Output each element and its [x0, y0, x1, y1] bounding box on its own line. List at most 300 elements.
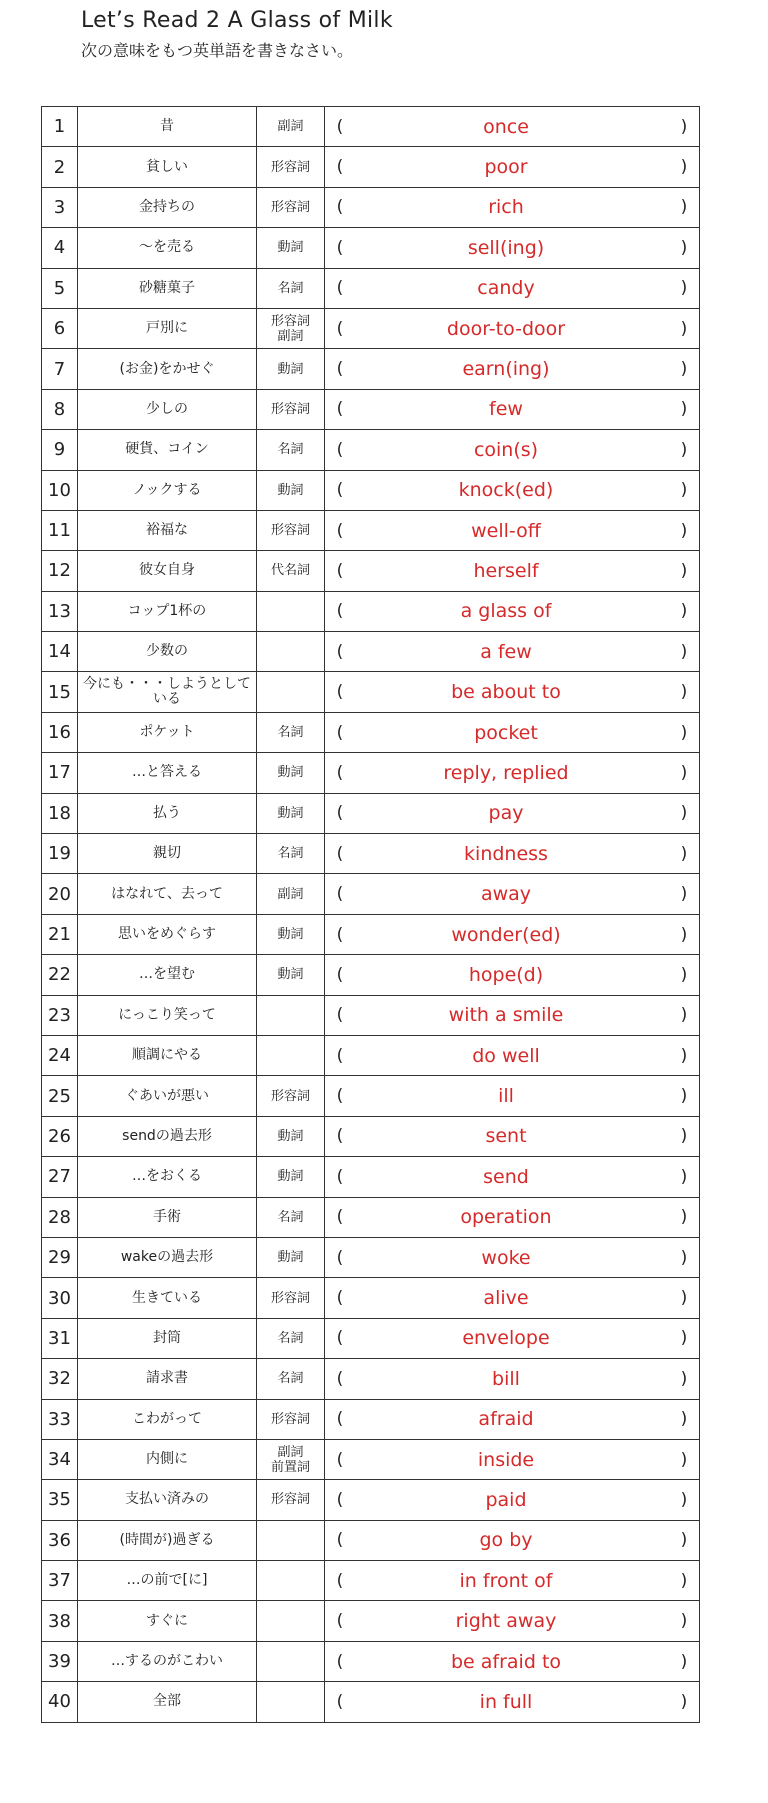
part-of-speech: 名詞: [257, 1318, 325, 1358]
row-number: 5: [42, 268, 78, 308]
open-paren: (: [336, 1207, 344, 1228]
english-answer: away: [480, 883, 532, 906]
close-paren: ): [680, 1126, 688, 1147]
table-row: [42, 1439, 700, 1479]
row-number: 28: [42, 1197, 78, 1237]
english-answer: knock(ed): [458, 479, 554, 502]
table-row: [42, 793, 700, 833]
answer-cell: [325, 632, 700, 672]
close-paren: ): [680, 601, 688, 622]
row-number: 24: [42, 1035, 78, 1075]
english-answer: operation: [460, 1206, 552, 1229]
table-row: [42, 914, 700, 954]
table-row: [42, 1197, 700, 1237]
japanese-meaning: 砂糖菓子: [78, 268, 257, 308]
answer-wrapper: [325, 188, 699, 227]
part-of-speech: 形容詞: [257, 510, 325, 550]
answer-wrapper: [325, 390, 699, 429]
table-row: [42, 632, 700, 672]
open-paren: (: [336, 803, 344, 824]
row-number: 11: [42, 510, 78, 550]
japanese-meaning: 生きている: [78, 1278, 257, 1318]
answer-cell: [325, 1480, 700, 1520]
open-paren: (: [336, 1166, 344, 1187]
part-of-speech: 形容詞: [257, 1076, 325, 1116]
table-row: [42, 147, 700, 187]
answer-cell: [325, 430, 700, 470]
english-answer: paid: [485, 1488, 527, 1511]
part-of-speech: [257, 995, 325, 1035]
close-paren: ): [680, 1611, 688, 1632]
answer-wrapper: [325, 349, 699, 388]
close-paren: ): [680, 116, 688, 137]
answer-wrapper: [325, 147, 699, 186]
table-row: [42, 1399, 700, 1439]
answer-wrapper: [325, 107, 699, 146]
japanese-meaning: 少数の: [78, 632, 257, 672]
page-title: Let’s Read 2 A Glass of Milk: [81, 8, 393, 33]
part-of-speech: [257, 1035, 325, 1075]
close-paren: ): [680, 1368, 688, 1389]
answer-cell: [325, 955, 700, 995]
answer-cell: [325, 753, 700, 793]
close-paren: ): [680, 1328, 688, 1349]
answer-cell: [325, 308, 700, 348]
part-of-speech: [257, 1641, 325, 1681]
japanese-meaning: 彼女自身: [78, 551, 257, 591]
open-paren: (: [336, 641, 344, 662]
close-paren: ): [680, 641, 688, 662]
english-answer: pay: [488, 802, 524, 825]
close-paren: ): [680, 1489, 688, 1510]
japanese-meaning: …の前で[に]: [78, 1561, 257, 1601]
english-answer: pocket: [474, 721, 538, 744]
english-answer: ill: [498, 1085, 514, 1108]
part-of-speech: 形容詞: [257, 389, 325, 429]
table-row: [42, 1601, 700, 1641]
answer-wrapper: [325, 511, 699, 550]
part-of-speech: 形容詞: [257, 1399, 325, 1439]
part-of-speech: 副詞: [257, 107, 325, 147]
answer-wrapper: [325, 915, 699, 954]
answer-cell: [325, 591, 700, 631]
japanese-meaning: 貧しい: [78, 147, 257, 187]
answer-cell: [325, 1157, 700, 1197]
part-of-speech: 動詞: [257, 349, 325, 389]
open-paren: (: [336, 157, 344, 178]
close-paren: ): [680, 439, 688, 460]
worksheet-header: [81, 6, 393, 62]
answer-cell: [325, 1399, 700, 1439]
row-number: 21: [42, 914, 78, 954]
table-row: [42, 430, 700, 470]
answer-cell: [325, 1439, 700, 1479]
open-paren: (: [336, 964, 344, 985]
answer-wrapper: [325, 834, 699, 873]
answer-wrapper: [325, 1036, 699, 1075]
table-row: [42, 753, 700, 793]
table-row: [42, 1076, 700, 1116]
row-number: 25: [42, 1076, 78, 1116]
row-number: 27: [42, 1157, 78, 1197]
japanese-meaning: 親切: [78, 834, 257, 874]
japanese-meaning: 内側に: [78, 1439, 257, 1479]
part-of-speech: 動詞: [257, 1237, 325, 1277]
answer-cell: [325, 1641, 700, 1681]
table-row: [42, 1035, 700, 1075]
answer-cell: [325, 1278, 700, 1318]
answer-wrapper: [325, 471, 699, 510]
table-row: [42, 510, 700, 550]
japanese-meaning: 裕福な: [78, 510, 257, 550]
answer-cell: [325, 510, 700, 550]
row-number: 14: [42, 632, 78, 672]
close-paren: ): [680, 560, 688, 581]
answer-wrapper: [325, 1076, 699, 1115]
close-paren: ): [680, 843, 688, 864]
table-row: [42, 1480, 700, 1520]
english-answer: poor: [484, 156, 528, 179]
english-answer: right away: [455, 1610, 557, 1633]
row-number: 3: [42, 187, 78, 227]
english-answer: do well: [472, 1044, 540, 1067]
english-answer: inside: [477, 1448, 535, 1471]
close-paren: ): [680, 924, 688, 945]
answer-cell: [325, 1318, 700, 1358]
row-number: 29: [42, 1237, 78, 1277]
english-answer: well-off: [471, 519, 541, 542]
english-answer: once: [483, 115, 529, 138]
close-paren: ): [680, 1045, 688, 1066]
answer-cell: [325, 1601, 700, 1641]
answer-cell: [325, 1359, 700, 1399]
part-of-speech: [257, 1601, 325, 1641]
row-number: 13: [42, 591, 78, 631]
table-row: [42, 1520, 700, 1560]
open-paren: (: [336, 318, 344, 339]
row-number: 23: [42, 995, 78, 1035]
answer-wrapper: [325, 1561, 699, 1600]
answer-cell: [325, 107, 700, 147]
page-instructions: 次の意味をもつ英単語を書きなさい。: [81, 41, 354, 60]
japanese-meaning: 思いをめぐらす: [78, 914, 257, 954]
answer-wrapper: [325, 1278, 699, 1317]
row-number: 16: [42, 712, 78, 752]
english-answer: herself: [473, 559, 539, 582]
answer-wrapper: [325, 1521, 699, 1560]
close-paren: ): [680, 1247, 688, 1268]
english-answer: earn(ing): [462, 358, 550, 381]
answer-cell: [325, 1116, 700, 1156]
row-number: 38: [42, 1601, 78, 1641]
table-row: [42, 107, 700, 147]
answer-wrapper: [325, 1682, 699, 1721]
table-row: [42, 1359, 700, 1399]
row-number: 20: [42, 874, 78, 914]
japanese-meaning: こわがって: [78, 1399, 257, 1439]
answer-wrapper: [325, 1400, 699, 1439]
english-answer: in full: [479, 1690, 533, 1713]
close-paren: ): [680, 520, 688, 541]
close-paren: ): [680, 278, 688, 299]
answer-cell: [325, 389, 700, 429]
open-paren: (: [336, 1449, 344, 1470]
open-paren: (: [336, 560, 344, 581]
japanese-meaning: 金持ちの: [78, 187, 257, 227]
answer-wrapper: [325, 955, 699, 994]
close-paren: ): [680, 1530, 688, 1551]
close-paren: ): [680, 1570, 688, 1591]
english-answer: few: [489, 398, 523, 421]
answer-cell: [325, 1197, 700, 1237]
open-paren: (: [336, 1691, 344, 1712]
english-answer: hope(d): [468, 963, 544, 986]
row-number: 10: [42, 470, 78, 510]
open-paren: (: [336, 924, 344, 945]
table-row: [42, 1561, 700, 1601]
english-answer: be about to: [451, 681, 561, 704]
close-paren: ): [680, 1166, 688, 1187]
row-number: 18: [42, 793, 78, 833]
row-number: 31: [42, 1318, 78, 1358]
part-of-speech: 副詞: [257, 874, 325, 914]
close-paren: ): [680, 964, 688, 985]
row-number: 9: [42, 430, 78, 470]
open-paren: (: [336, 116, 344, 137]
open-paren: (: [336, 197, 344, 218]
answer-cell: [325, 672, 700, 712]
part-of-speech: 名詞: [257, 1197, 325, 1237]
part-of-speech: 動詞: [257, 914, 325, 954]
close-paren: ): [680, 359, 688, 380]
english-answer: with a smile: [448, 1004, 564, 1027]
japanese-meaning: 硬貨、コイン: [78, 430, 257, 470]
japanese-meaning: 払う: [78, 793, 257, 833]
open-paren: (: [336, 722, 344, 743]
part-of-speech: [257, 591, 325, 631]
part-of-speech: 名詞: [257, 430, 325, 470]
japanese-meaning: …するのがこわい: [78, 1641, 257, 1681]
english-answer: bill: [492, 1367, 520, 1390]
close-paren: ): [680, 1449, 688, 1470]
answer-cell: [325, 228, 700, 268]
answer-wrapper: [325, 1440, 699, 1479]
japanese-meaning: 手術: [78, 1197, 257, 1237]
japanese-meaning: 請求書: [78, 1359, 257, 1399]
table-row: [42, 834, 700, 874]
part-of-speech: 動詞: [257, 470, 325, 510]
japanese-meaning: sendの過去形: [78, 1116, 257, 1156]
open-paren: (: [336, 1005, 344, 1026]
answer-cell: [325, 793, 700, 833]
answer-wrapper: [325, 228, 699, 267]
answer-cell: [325, 914, 700, 954]
answer-wrapper: [325, 1359, 699, 1398]
part-of-speech: 動詞: [257, 955, 325, 995]
answer-wrapper: [325, 430, 699, 469]
japanese-meaning: 昔: [78, 107, 257, 147]
part-of-speech: [257, 1682, 325, 1722]
english-answer: coin(s): [473, 438, 539, 461]
part-of-speech: 名詞: [257, 268, 325, 308]
open-paren: (: [336, 399, 344, 420]
table-row: [42, 591, 700, 631]
answer-cell: [325, 1076, 700, 1116]
english-answer: rich: [488, 196, 524, 219]
row-number: 8: [42, 389, 78, 429]
row-number: 40: [42, 1682, 78, 1722]
open-paren: (: [336, 1651, 344, 1672]
japanese-meaning: (時間が)過ぎる: [78, 1520, 257, 1560]
answer-wrapper: [325, 1238, 699, 1277]
japanese-meaning: ノックする: [78, 470, 257, 510]
table-row: [42, 1682, 700, 1722]
answer-wrapper: [325, 551, 699, 590]
part-of-speech: 名詞: [257, 834, 325, 874]
row-number: 35: [42, 1480, 78, 1520]
answer-cell: [325, 187, 700, 227]
open-paren: (: [336, 520, 344, 541]
answer-wrapper: [325, 269, 699, 308]
close-paren: ): [680, 682, 688, 703]
open-paren: (: [336, 359, 344, 380]
row-number: 22: [42, 955, 78, 995]
open-paren: (: [336, 884, 344, 905]
answer-wrapper: [325, 753, 699, 792]
row-number: 30: [42, 1278, 78, 1318]
table-row: [42, 1318, 700, 1358]
table-row: [42, 389, 700, 429]
open-paren: (: [336, 1126, 344, 1147]
answer-cell: [325, 1561, 700, 1601]
row-number: 1: [42, 107, 78, 147]
part-of-speech: 動詞: [257, 1157, 325, 1197]
open-paren: (: [336, 278, 344, 299]
open-paren: (: [336, 1247, 344, 1268]
japanese-meaning: wakeの過去形: [78, 1237, 257, 1277]
answer-cell: [325, 349, 700, 389]
japanese-meaning: すぐに: [78, 1601, 257, 1641]
open-paren: (: [336, 237, 344, 258]
part-of-speech: [257, 1561, 325, 1601]
close-paren: ): [680, 399, 688, 420]
row-number: 26: [42, 1116, 78, 1156]
answer-cell: [325, 1520, 700, 1560]
japanese-meaning: 順調にやる: [78, 1035, 257, 1075]
part-of-speech: 動詞: [257, 1116, 325, 1156]
table-row: [42, 672, 700, 712]
english-answer: send: [483, 1165, 529, 1188]
answer-wrapper: [325, 1117, 699, 1156]
japanese-meaning: …をおくる: [78, 1157, 257, 1197]
part-of-speech: 形容詞: [257, 1480, 325, 1520]
open-paren: (: [336, 1328, 344, 1349]
open-paren: (: [336, 1611, 344, 1632]
answer-cell: [325, 147, 700, 187]
row-number: 6: [42, 308, 78, 348]
close-paren: ): [680, 1288, 688, 1309]
english-answer: a few: [480, 640, 532, 663]
row-number: 34: [42, 1439, 78, 1479]
answer-wrapper: [325, 996, 699, 1035]
english-answer: candy: [477, 277, 535, 300]
open-paren: (: [336, 1530, 344, 1551]
english-answer: in front of: [459, 1569, 553, 1592]
open-paren: (: [336, 601, 344, 622]
answer-wrapper: [325, 1198, 699, 1237]
answer-wrapper: [325, 1642, 699, 1681]
answer-cell: [325, 1035, 700, 1075]
english-answer: go by: [479, 1529, 533, 1552]
japanese-meaning: ぐあいが悪い: [78, 1076, 257, 1116]
japanese-meaning: (お金)をかせぐ: [78, 349, 257, 389]
table-row: [42, 1278, 700, 1318]
english-answer: wonder(ed): [451, 923, 561, 946]
table-row: [42, 470, 700, 510]
close-paren: ): [680, 1005, 688, 1026]
open-paren: (: [336, 682, 344, 703]
part-of-speech: 形容詞: [257, 147, 325, 187]
answer-wrapper: [325, 874, 699, 913]
answer-wrapper: [325, 1319, 699, 1358]
english-answer: alive: [483, 1287, 529, 1310]
close-paren: ): [680, 197, 688, 218]
part-of-speech: 副詞 前置詞: [257, 1439, 325, 1479]
row-number: 12: [42, 551, 78, 591]
english-answer: reply, replied: [443, 761, 569, 784]
table-row: [42, 874, 700, 914]
close-paren: ): [680, 884, 688, 905]
answer-wrapper: [325, 632, 699, 671]
answer-cell: [325, 1237, 700, 1277]
open-paren: (: [336, 1368, 344, 1389]
answer-cell: [325, 268, 700, 308]
close-paren: ): [680, 1207, 688, 1228]
table-row: [42, 268, 700, 308]
table-row: [42, 995, 700, 1035]
open-paren: (: [336, 1489, 344, 1510]
answer-cell: [325, 834, 700, 874]
vocabulary-table-body: [42, 107, 700, 1723]
row-number: 32: [42, 1359, 78, 1399]
row-number: 2: [42, 147, 78, 187]
japanese-meaning: 戸別に: [78, 308, 257, 348]
table-row: [42, 1237, 700, 1277]
close-paren: ): [680, 157, 688, 178]
row-number: 36: [42, 1520, 78, 1560]
answer-cell: [325, 712, 700, 752]
close-paren: ): [680, 1409, 688, 1430]
part-of-speech: 動詞: [257, 793, 325, 833]
close-paren: ): [680, 1651, 688, 1672]
japanese-meaning: 支払い済みの: [78, 1480, 257, 1520]
table-row: [42, 308, 700, 348]
answer-cell: [325, 874, 700, 914]
table-row: [42, 1157, 700, 1197]
answer-cell: [325, 1682, 700, 1722]
answer-wrapper: [325, 1157, 699, 1196]
english-answer: be afraid to: [450, 1650, 562, 1673]
japanese-meaning: 全部: [78, 1682, 257, 1722]
close-paren: ): [680, 318, 688, 339]
english-answer: kindness: [464, 842, 548, 865]
japanese-meaning: ～を売る: [78, 228, 257, 268]
english-answer: sell(ing): [467, 236, 545, 259]
part-of-speech: 形容詞: [257, 1278, 325, 1318]
open-paren: (: [336, 480, 344, 501]
table-row: [42, 187, 700, 227]
close-paren: ): [680, 1691, 688, 1712]
